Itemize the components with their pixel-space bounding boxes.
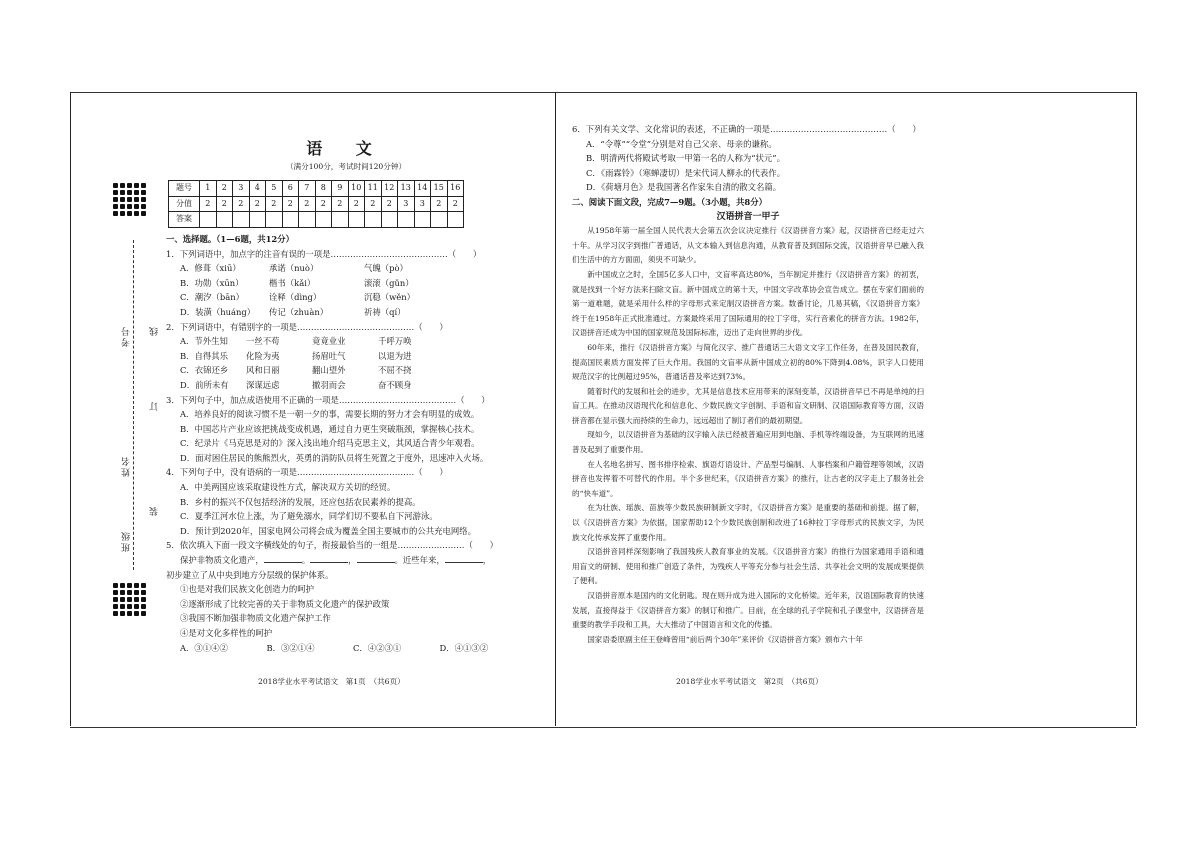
question-5-item-2: ②逐渐形成了比较完善的关于非物质文化遗产的保护政策 (180, 598, 390, 609)
left-page-footer: 2018学业水平考试语文 第1页 （共6页） (258, 677, 405, 686)
registration-mark-top (113, 183, 146, 216)
q-number: 11 (365, 181, 382, 197)
option-text: 千呼万唤 (378, 336, 412, 347)
option-text: 滚滚（gǔn） (364, 277, 414, 288)
answer-cell[interactable] (447, 212, 464, 228)
question-5-item-4: ④是对文化多样性的呵护 (180, 628, 273, 638)
q-number: 4 (249, 181, 266, 197)
question-5-stem: 5．依次填入下面一段文字横线处的句子，衔接最恰当的一组是……………………（ ） (166, 540, 498, 551)
option-text: 翻山望外 (312, 365, 346, 376)
option-text: 深谋远虑 (246, 379, 280, 390)
answer-cell[interactable] (414, 212, 431, 228)
q-score: 3 (414, 196, 431, 212)
question-5-item-3: ③我国不断加强非物质文化遗产保护工作 (180, 613, 331, 624)
binding-mark-line: 线 (150, 325, 160, 336)
question-3-stem: 3．下列句子中，加点成语使用不正确的一项是……………………………………（ ） (166, 394, 490, 405)
q-score: 2 (249, 196, 266, 212)
question-3-option-b: B．中国芯片产业应该把挑战变成机遇，通过自力更生突破瓶颈，掌握核心技术。 (180, 423, 480, 434)
option-text: 祈祷（qí） (364, 306, 406, 317)
answer-cell[interactable] (332, 212, 349, 228)
fill-blank[interactable] (310, 553, 348, 563)
question-4-option-d: D．预计到2020年，国家电网公司将会成为覆盖全国主要城市的公共充电网络。 (180, 525, 477, 536)
fill-blank[interactable] (264, 553, 302, 563)
option-text: 诠释（dìng） (269, 292, 322, 303)
question-6-option-c: C．《雨霖铃》（寒蝉凄切）是宋代词人柳永的代表作。 (586, 167, 786, 178)
answer-cell[interactable] (431, 212, 448, 228)
option-text: 楷书（kǎi） (269, 277, 316, 288)
score-table-row-numbers (169, 181, 464, 197)
article-paragraph: 从1958年第一届全国人民代表大会第五次会议决定推行《汉语拼音方案》起，汉语拼音已经走过六十年。从学习汉字到推广普通话，从文本输入到信息沟通，从教育普及到国际交流，汉语拼音早已融入我们生活中的方方面面，须臾不可缺少。 (572, 226, 924, 265)
passage-text: ， (348, 555, 357, 566)
option-text: A．修葺（xiū） (180, 263, 241, 274)
answer-cell[interactable] (282, 212, 299, 228)
q-score: 2 (299, 196, 316, 212)
q-score: 2 (348, 196, 365, 212)
q-number: 1 (200, 181, 217, 197)
question-2-option-b (166, 349, 526, 364)
option-text: 不屈不挠 (378, 365, 412, 376)
q-number: 9 (332, 181, 349, 197)
page-divider (555, 92, 556, 726)
question-2-stem: 2．下列词语中，有错别字的一项是……………………………………（ ） (166, 321, 448, 332)
answer-cell[interactable] (233, 212, 250, 228)
option-text: 撤羽而会 (312, 379, 346, 390)
q-number: 10 (348, 181, 365, 197)
option-text: 承诺（nuò） (269, 263, 319, 274)
question-5-passage-line-2: 初步建立了从中央到地方分层级的保护体系。 (166, 569, 334, 580)
article-title: 汉语拼音一甲子 (716, 211, 780, 222)
question-4-option-b: B．乡村的振兴不仅包括经济的发展，还应包括农民素养的提高。 (180, 496, 421, 507)
binding-mark-staple: 订 (150, 400, 160, 411)
q-number: 16 (447, 181, 464, 197)
question-2-option-d (166, 378, 526, 393)
fill-blank[interactable] (445, 553, 483, 563)
q-number: 6 (282, 181, 299, 197)
question-6-option-b: B．明清两代将殿试考取一甲第一名的人称为“状元”。 (586, 153, 785, 164)
page-title: 语 文 (306, 139, 386, 158)
passage-text: 保护非物质文化遗产， (180, 555, 264, 566)
article-paragraph: 60年来，推行《汉语拼音方案》与简化汉字、推广普通话三大语文文字工作任务，在普及国民教育，提高国民素质方面发挥了巨大作用。我国的文盲率从新中国成立初的80%下降到4.08%，识字人口使用规范汉字的比例超过95%，普通话普及率达到73%。 (572, 342, 924, 382)
question-6-option-d: D．《荷塘月色》是我国著名作家朱自清的散文名篇。 (586, 182, 782, 193)
option-text: B．功勋（xūn） (180, 277, 244, 288)
q-number: 2 (216, 181, 233, 197)
q-score: 2 (200, 196, 217, 212)
question-2-option-c (166, 363, 526, 378)
option-text: C．潮汐（bān） (180, 292, 245, 303)
right-page (572, 122, 924, 647)
q-score: 2 (332, 196, 349, 212)
question-3-option-d: D．面对困住居民的熊熊烈火，英勇的消防队员将生死置之于度外，迅速冲入火场。 (180, 452, 489, 463)
q-number: 12 (381, 181, 398, 197)
fill-blank[interactable] (357, 553, 395, 563)
question-4-option-a: A．中美两国应该采取建设性方式，解决双方关切的经贸。 (180, 482, 396, 493)
q-score: 2 (447, 196, 464, 212)
binding-mark-bind: 装 (150, 505, 160, 516)
right-border (1136, 92, 1137, 726)
question-3-option-a: A．培养良好的阅读习惯不是一朝一夕的事，需要长期的努力才会有明显的成效。 (180, 409, 480, 420)
right-page-footer: 2018学业水平考试语文 第2页 （共6页） (676, 677, 823, 686)
article-paragraph: 国家语委原副主任王登峰曾用“前后两个30年”来评价《汉语拼音方案》颁布六十年 (587, 634, 863, 644)
question-6-option-a: A．“令尊”“令堂”分别是对自己父亲、母亲的谦称。 (586, 138, 777, 149)
question-2-option-a (166, 334, 526, 349)
answer-cell[interactable] (216, 212, 233, 228)
article-paragraph: 在为壮族、瑶族、苗族等少数民族研制新文字时，《汉语拼音方案》是重要的基础和前提。据了解，以《汉语拼音方案》为依据，国家帮助12个少数民族创制和改进了16种拉丁字母形式的民族文字，为民族文化传承发挥了重要作用。 (572, 503, 924, 542)
binding-label-name: 姓名 (122, 455, 132, 477)
answer-cell[interactable] (200, 212, 217, 228)
row-label-number: 题号 (169, 181, 200, 197)
score-table-row-answers (169, 212, 464, 228)
question-1-option-c (166, 290, 526, 305)
answer-cell[interactable] (249, 212, 266, 228)
q-score: 2 (233, 196, 250, 212)
option-text: 沉稳（wěn） (364, 292, 416, 303)
answer-cell[interactable] (266, 212, 283, 228)
score-table (168, 180, 464, 228)
answer-option-a: A．③①④② (180, 642, 228, 653)
q-number: 15 (431, 181, 448, 197)
question-5-item-1: ①也是对我们民族文化创造力的呵护 (180, 584, 314, 595)
left-border (70, 92, 71, 726)
option-text: 传记（zhuàn） (269, 306, 329, 317)
question-5-answers (166, 641, 526, 656)
row-label-score: 分值 (169, 196, 200, 212)
q-score: 2 (431, 196, 448, 212)
option-text: A．节外生知 (180, 336, 228, 347)
question-4-stem: 4．下列句子中，没有语病的一项是……………………………………（ ） (166, 467, 448, 478)
answer-option-c: C．④②③① (353, 642, 402, 653)
option-text: 奋不顾身 (378, 379, 412, 390)
q-number: 5 (266, 181, 283, 197)
question-1-option-d (166, 305, 526, 320)
registration-mark-bottom (113, 583, 146, 616)
answer-cell[interactable] (299, 212, 316, 228)
answer-cell[interactable] (315, 212, 332, 228)
option-text: 竟竟业业 (312, 336, 346, 347)
q-score: 3 (398, 196, 415, 212)
answer-cell[interactable] (398, 212, 415, 228)
option-text: D．前所未有 (180, 379, 229, 390)
answer-option-d: D．④①③② (439, 642, 489, 653)
answer-cell[interactable] (365, 212, 382, 228)
option-text: C．衣锦还乡 (180, 365, 229, 376)
article-paragraph: 新中国成立之时，全国5亿多人口中，文盲率高达80%，当年制定并推行《汉语拼音方案》的初衷，就是找到一个好方法来扫除文盲。新中国成立的第十天，中国文字改革协会宣告成立。摆在专家们面前的第一道难题，就是采用什么样的字母形式来定制汉语拼音方案。数番讨论，几易其稿，《汉语拼音方案》终于在1958年正式批准通过。方案最终采用了国际通用的拉丁字母，实行音素化的拼音方法。1982年，汉语拼音还成为中国的国家规范及国际标准，迈出了走向世界的步伐。 (572, 269, 924, 338)
q-score: 2 (266, 196, 283, 212)
q-score: 2 (216, 196, 233, 212)
q-score: 2 (315, 196, 332, 212)
answer-cell[interactable] (381, 212, 398, 228)
q-number: 7 (299, 181, 316, 197)
article-paragraph: 汉语拼音同样深刻影响了我国残疾人教育事业的发展。《汉语拼音方案》的推行为国家通用手语和通用盲文的研制、使用和推广创造了条件，为残疾人平等充分参与社会生活、共享社会文明的发展成果提供了便利。 (572, 547, 924, 586)
q-number: 3 (233, 181, 250, 197)
option-text: 气魄（pò） (364, 263, 408, 274)
option-text: B．自得其乐 (180, 350, 229, 361)
binding-label-exam-number: 考号 (122, 325, 132, 347)
page-subtitle: （满分100分，考试时间120分钟） (285, 161, 407, 171)
question-3-option-c: C．纪录片《马克思是对的》深入浅出地介绍马克思主义，其风适合青少年观看。 (180, 438, 480, 449)
left-page (166, 139, 526, 655)
binding-line (133, 240, 135, 570)
option-text: 化险为夷 (246, 350, 280, 361)
article-paragraph: 随着时代的发展和社会的进步，尤其是信息技术应用带来的深刻变革，汉语拼音早已不再是单纯的扫盲工具。在推动汉语现代化和信息化、少数民族文字创制、手语和盲文研制、汉语国际教育等方面，汉语拼音都在显示强大而持续的生命力，远远超出了制订者们的最初期望。 (572, 386, 924, 425)
q-score: 2 (365, 196, 382, 212)
question-6-stem: 6．下列有关文学、文化常识的表述，不正确的一项是……………………………………（ ） (572, 124, 921, 134)
article-paragraph: 在人名地名拼写、图书排序检索、旗语灯语设计、产品型号编制、人事档案和户籍管理等领域，汉语拼音也发挥着不可替代的作用。半个多世纪来，《汉语拼音方案》的推行，让古老的汉字走上了服务社会的“快车道”。 (572, 459, 924, 498)
article-paragraph: 现如今，以汉语拼音为基础的汉字输入法已经被普遍应用到电脑、手机等终端设备，为互联网的迅速普及起到了重要作用。 (572, 430, 924, 455)
option-text: D．装潢（huáng） (180, 306, 256, 317)
binding-label-class: 班级 (122, 530, 132, 552)
option-text: 一丝不苟 (246, 336, 280, 347)
passage-text: 。 (301, 555, 311, 566)
question-1-option-b (166, 276, 526, 291)
question-5-passage-line-1 (166, 553, 526, 568)
question-1-stem: 1．下列词语中，加点字的注音有误的一项是……………………………………（ ） (166, 248, 482, 259)
score-table-row-scores (169, 196, 464, 212)
row-label-answer: 答案 (169, 212, 200, 228)
section-heading-2: 二、阅读下面文段，完成7—9题。（3小题，共8分） (572, 196, 767, 207)
q-score: 2 (381, 196, 398, 212)
article-paragraph: 汉语拼音原本是国内的文化钥匙。现在则升成为进入国际的文化桥梁。近年来，汉语国际教育的快速发展，直接得益于《汉语拼音方案》的制订和推广。目前，在全球的孔子学院和孔子课堂中，汉语拼音是重要的教学手段和工具，大大推动了中国语言和文化的传播。 (572, 591, 924, 630)
option-text: 扬眉吐气 (312, 350, 346, 361)
question-4-option-c: C．夏季江河水位上涨，为了避免溺水，同学们切不要私自下河游泳。 (180, 511, 438, 522)
q-number: 14 (414, 181, 431, 197)
question-1-option-a (166, 261, 526, 276)
answer-option-b: B．③②①④ (266, 642, 315, 653)
section-heading-1: 一、选择题。（1—6题，共12分） (166, 233, 294, 244)
option-text: 风和日丽 (246, 365, 280, 376)
answer-cell[interactable] (348, 212, 365, 228)
q-number: 8 (315, 181, 332, 197)
passage-text: ， (482, 555, 492, 566)
option-text: 以退为进 (378, 350, 412, 361)
q-number: 13 (398, 181, 415, 197)
passage-text: 。近些年来， (394, 555, 445, 566)
q-score: 2 (282, 196, 299, 212)
